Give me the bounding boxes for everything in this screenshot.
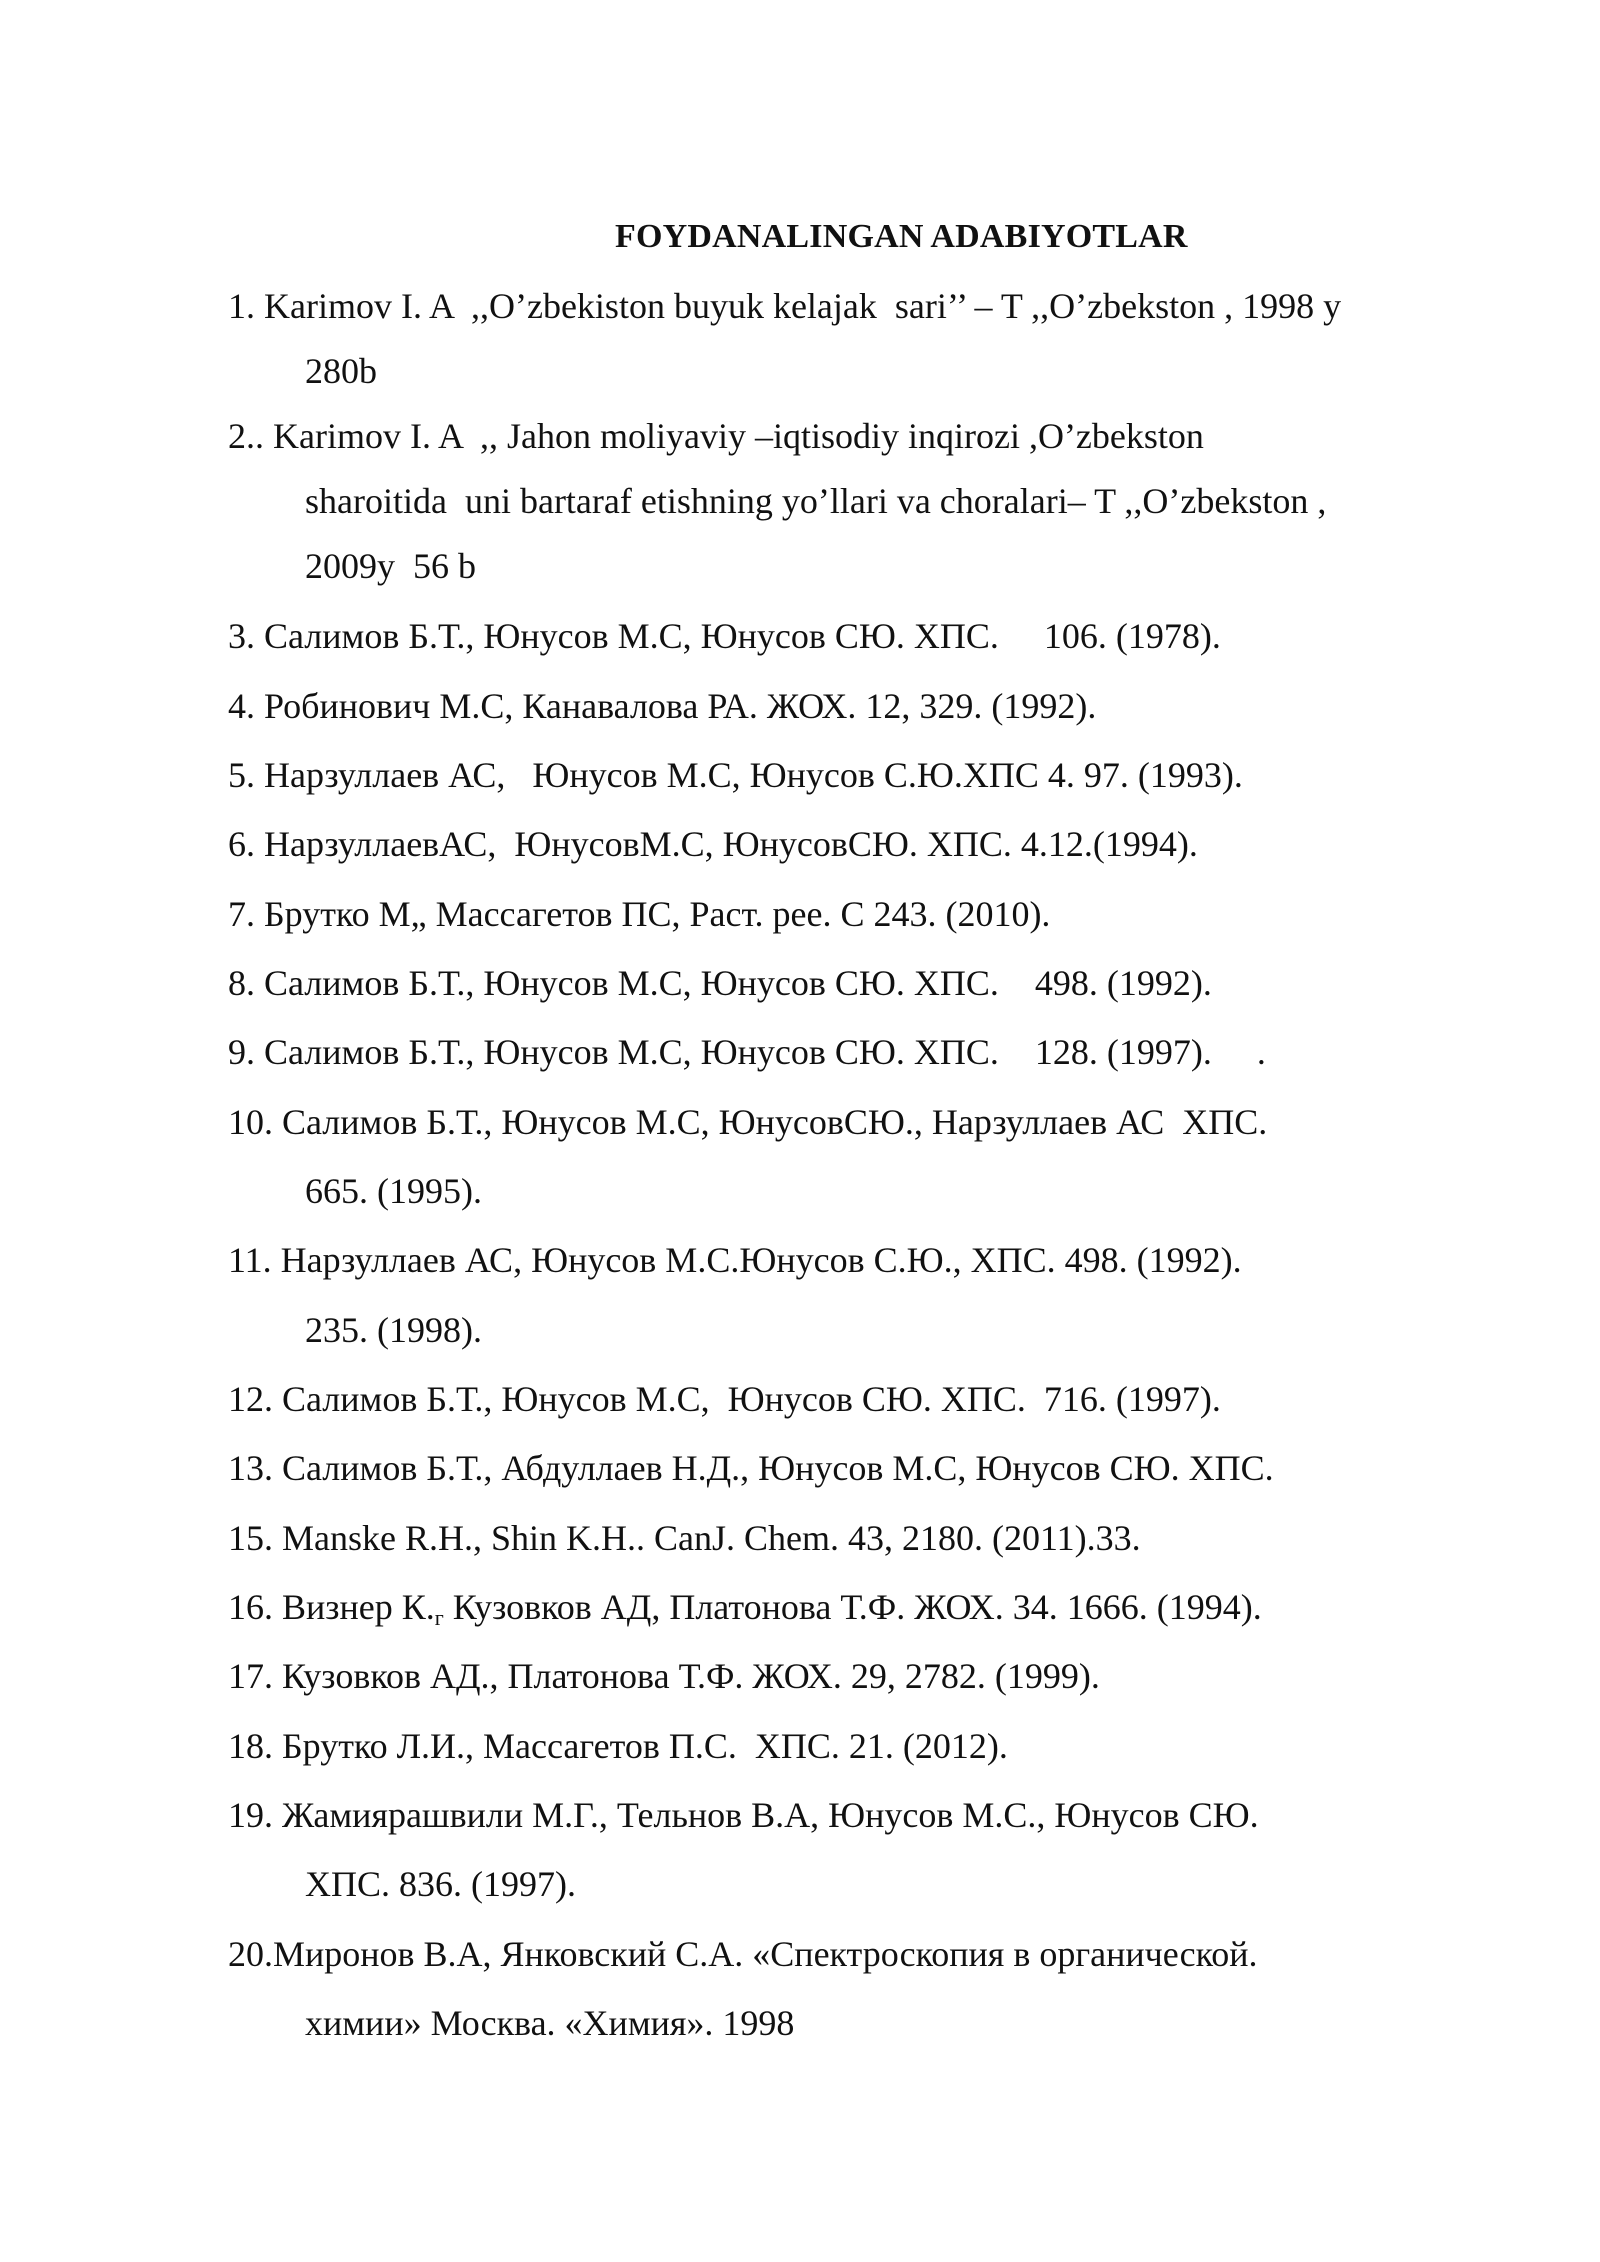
- reference-19-line-1: 19. Жамиярашвили М.Г., Тельнов В.А, Юнусов М.С., Юнусов СЮ.: [228, 1795, 1259, 1835]
- reference-16-part-2: Кузовков АД, Платонова Т.Ф. ЖОХ. 34. 1666. (1994).: [443, 1587, 1262, 1627]
- reference-2-line-2: sharoitida uni bartaraf etishning yo’llari va choralari– T ,,O’zbekston ,: [305, 481, 1327, 521]
- reference-6: 6. НарзуллаевАС, ЮнусовМ.С, ЮнусовСЮ. ХПС. 4.12.(1994).: [228, 824, 1198, 864]
- page-title: FOYDANALINGAN ADABIYOTLAR: [615, 218, 1188, 255]
- reference-11-line-2: 235. (1998).: [305, 1310, 482, 1350]
- reference-18: 18. Брутко Л.И., Массагетов П.С. ХПС. 21. (2012).: [228, 1726, 1008, 1766]
- reference-1-line-1: 1. Karimov I. A ,,O’zbekiston buyuk kelajak sari’’ – T ,,O’zbekston , 1998 y: [228, 286, 1342, 326]
- reference-7: 7. Брутко М„ Массагетов ПС, Раст. рее. С 243. (2010).: [228, 894, 1051, 934]
- reference-19-line-2: ХПС. 836. (1997).: [305, 1864, 576, 1904]
- reference-12: 12. Салимов Б.Т., Юнусов М.С, Юнусов СЮ. ХПС. 716. (1997).: [228, 1379, 1221, 1419]
- reference-3: 3. Салимов Б.Т., Юнусов М.С, Юнусов СЮ. ХПС. 106. (1978).: [228, 616, 1221, 656]
- reference-4: 4. Робинович М.С, Канавалова РА. ЖОХ. 12, 329. (1992).: [228, 686, 1097, 726]
- reference-10-line-2: 665. (1995).: [305, 1171, 482, 1211]
- reference-20-line-2: химии» Москва. «Химия». 1998: [305, 2003, 795, 2043]
- reference-9: 9. Салимов Б.Т., Юнусов М.С, Юнусов СЮ. ХПС. 128. (1997). .: [228, 1032, 1266, 1072]
- reference-2-line-3: 2009y 56 b: [305, 546, 476, 586]
- reference-20-line-1: 20.Миронов В.А, Янковский С.А. «Спектроскопия в органической.: [228, 1934, 1258, 1974]
- reference-17: 17. Кузовков АД., Платонова Т.Ф. ЖОХ. 29, 2782. (1999).: [228, 1656, 1100, 1696]
- reference-10-line-1: 10. Салимов Б.Т., Юнусов М.С, ЮнусовСЮ., Нарзуллаев АС ХПС.: [228, 1102, 1268, 1142]
- reference-2-line-1: 2.. Karimov I. A ,, Jahon moliyaviy –iqtisodiy inqirozi ,O’zbekston: [228, 416, 1204, 456]
- reference-13: 13. Салимов Б.Т., Абдуллаев Н.Д., Юнусов М.С, Юнусов СЮ. ХПС.: [228, 1448, 1274, 1488]
- reference-16: [228, 1589, 1262, 1629]
- reference-16-subscript: г: [434, 1605, 444, 1630]
- reference-11-line-1: 11. Нарзуллаев АС, Юнусов М.С.Юнусов С.Ю., ХПС. 498. (1992).: [228, 1240, 1242, 1280]
- reference-1-line-2: 280b: [305, 351, 377, 391]
- reference-16-part-1: 16. Визнер К.: [228, 1587, 435, 1627]
- reference-8: 8. Салимов Б.Т., Юнусов М.С, Юнусов СЮ. ХПС. 498. (1992).: [228, 963, 1212, 1003]
- reference-5: 5. Нарзуллаев АС, Юнусов М.С, Юнусов С.Ю.ХПС 4. 97. (1993).: [228, 755, 1243, 795]
- reference-15: 15. Manske R.H., Shin K.H.. CanJ. Chem. 43, 2180. (2011).33.: [228, 1518, 1141, 1558]
